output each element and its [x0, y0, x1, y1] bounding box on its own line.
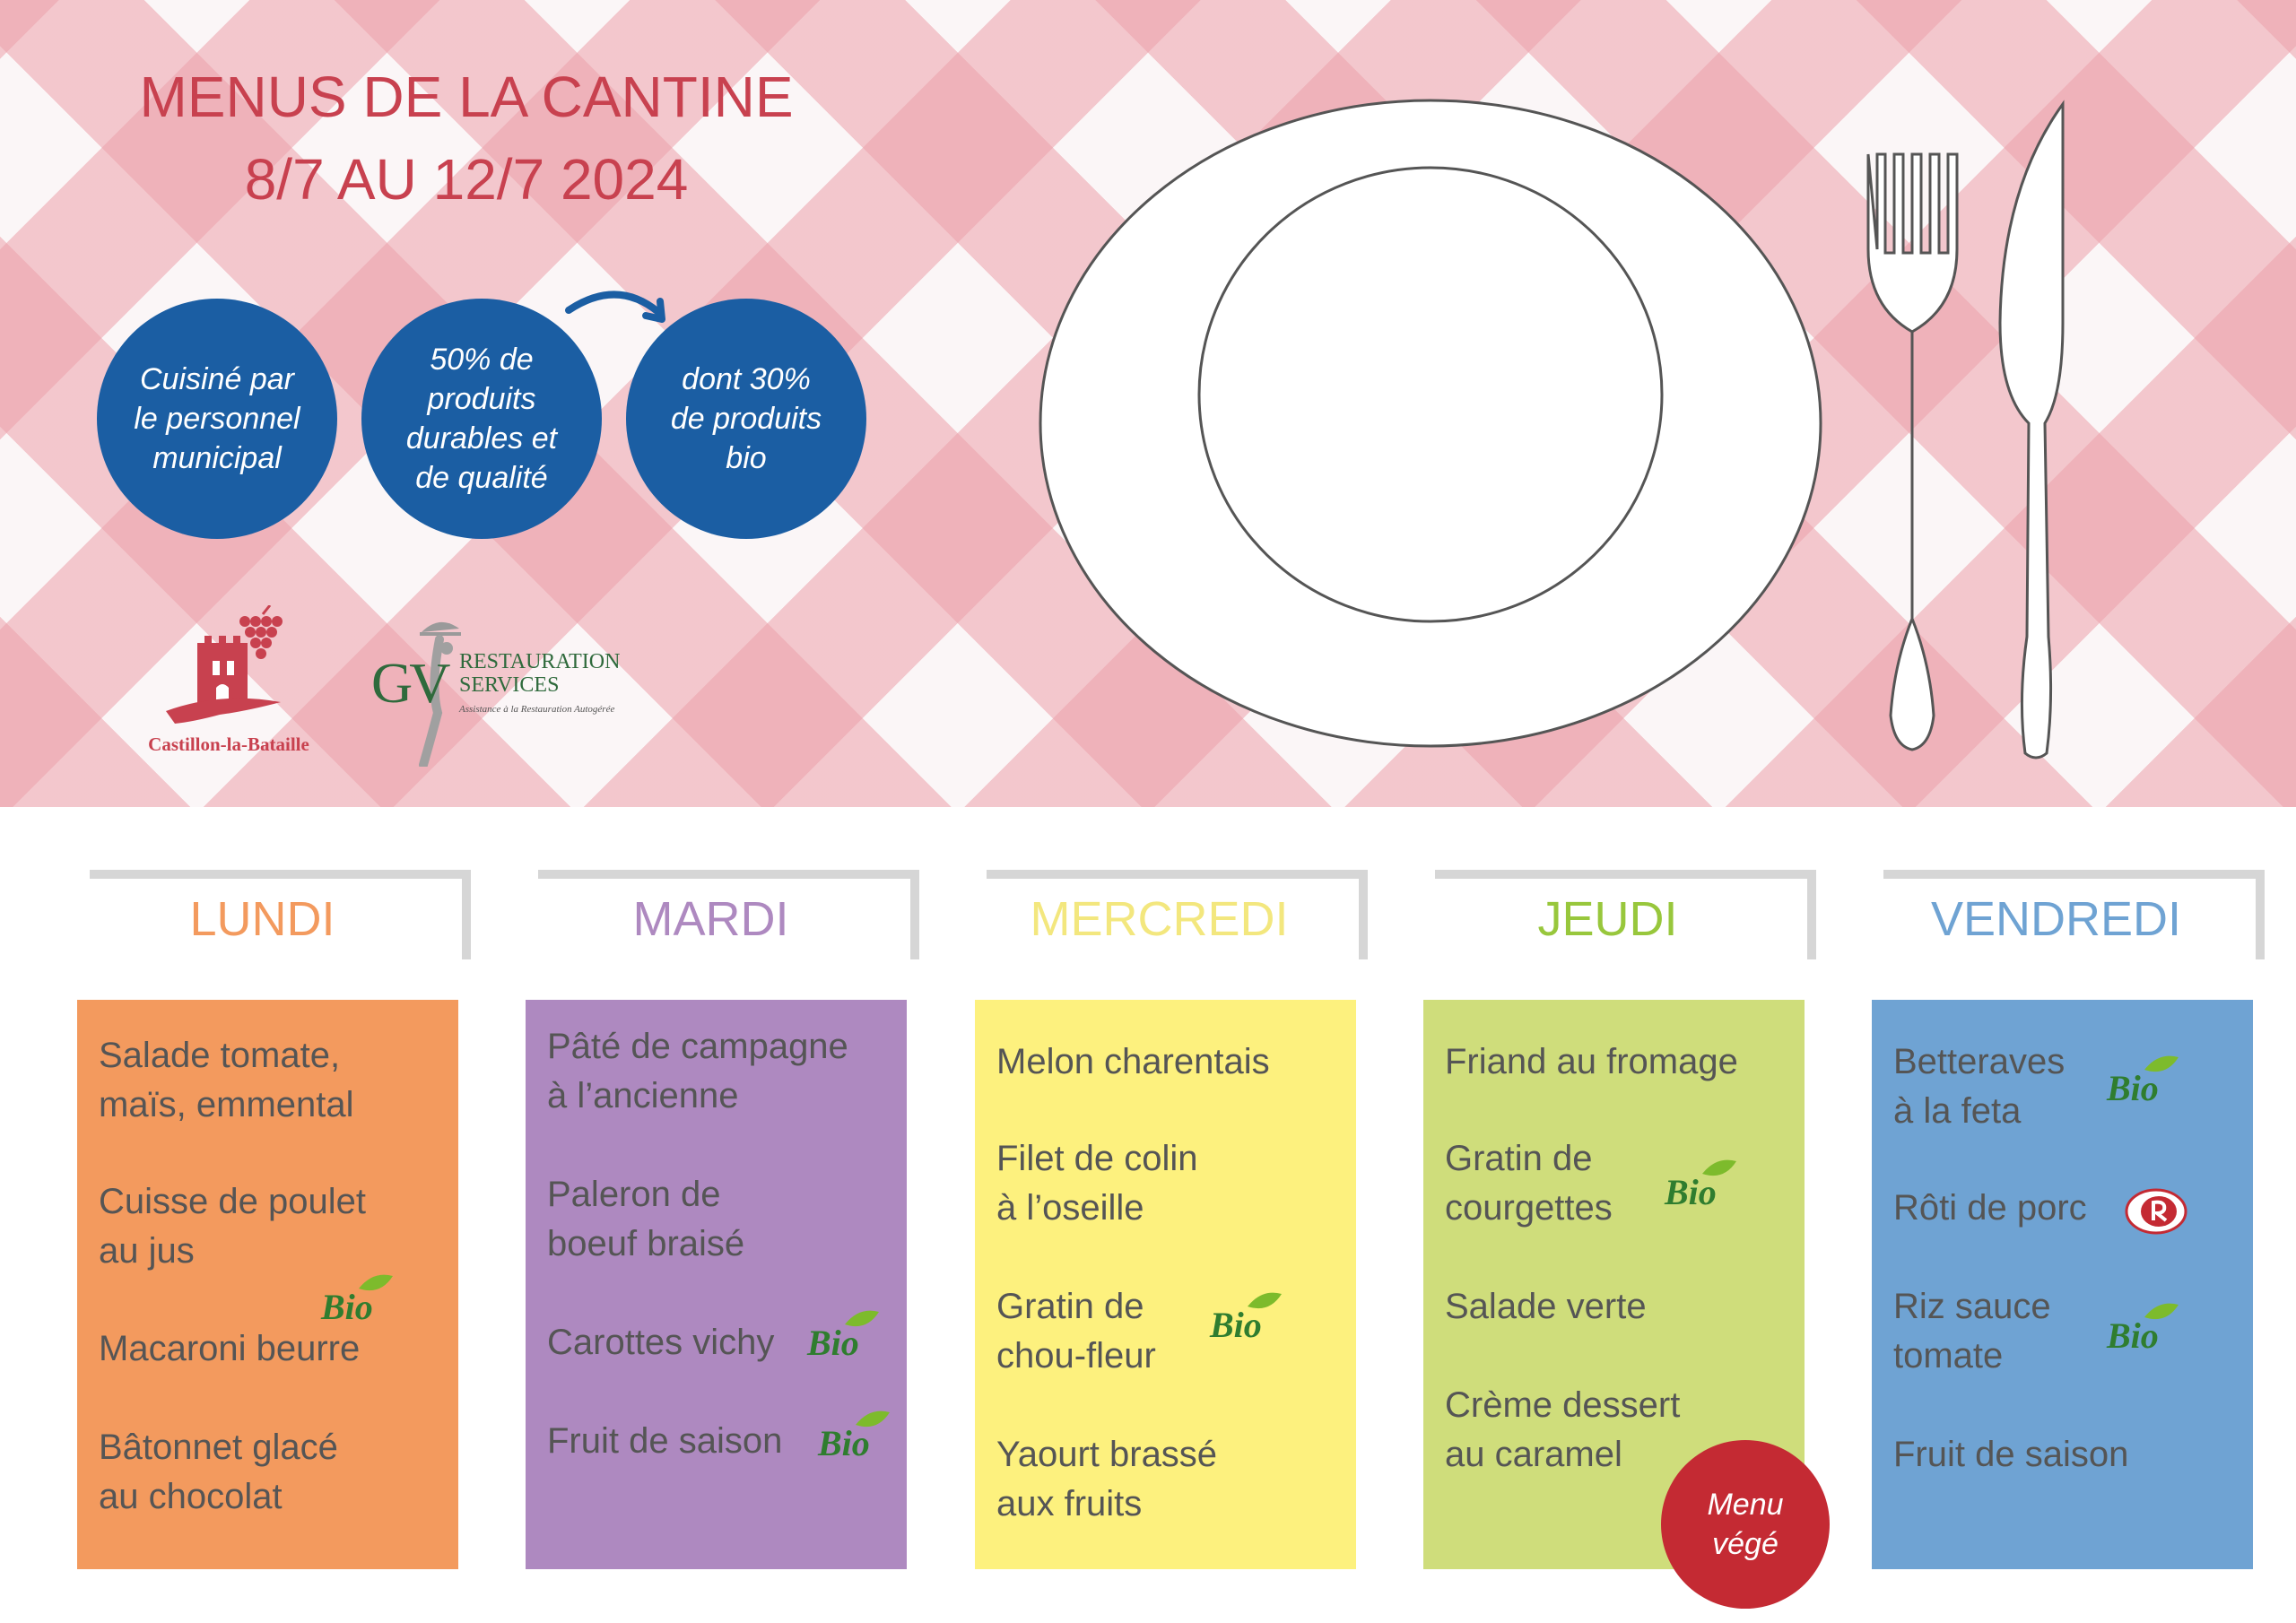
- dish-line: Gratin de: [1445, 1139, 1593, 1178]
- badge-text: durables et: [405, 421, 558, 456]
- curved-arrow-icon: [563, 285, 671, 339]
- dish-line: Friand au fromage: [1445, 1042, 1738, 1081]
- badge-text: de produits: [670, 402, 822, 436]
- badge-personnel-municipal: [97, 299, 337, 539]
- gv-letters: GV: [371, 651, 448, 715]
- label-rouge-icon: [2125, 1188, 2187, 1235]
- bio-label-icon: [1206, 1287, 1282, 1344]
- vege-badge-text: végé: [1712, 1527, 1779, 1561]
- dish-line: Bâtonnet glacé: [99, 1428, 338, 1467]
- menu-item: [547, 1417, 782, 1466]
- title-line-2: 8/7 AU 12/7 2024: [244, 147, 689, 212]
- menu-item: [1445, 1282, 1647, 1332]
- gv-restauration-logo: [368, 596, 655, 767]
- menu-item: [1445, 1134, 1613, 1233]
- menu-item: [1445, 1381, 1680, 1480]
- svg-text:Bio: Bio: [2107, 1315, 2159, 1355]
- dish-line: Melon charentais: [996, 1042, 1270, 1081]
- menu-item: [99, 1177, 366, 1276]
- day-header-lundi: LUNDI: [90, 870, 471, 959]
- bio-label-icon: [2103, 1298, 2179, 1355]
- svg-text:Bio: Bio: [2107, 1068, 2159, 1107]
- dish-line: Rôti de porc: [1893, 1188, 2087, 1228]
- dish-line: Yaourt brassé: [996, 1435, 1218, 1474]
- menu-item: [547, 1318, 774, 1367]
- dish-line: Pâté de campagne: [547, 1027, 848, 1066]
- tablecloth-header: [0, 0, 2296, 807]
- menu-item: [547, 1170, 744, 1269]
- dish-line: au caramel: [1445, 1435, 1622, 1474]
- day-header-vendredi: VENDREDI: [1883, 870, 2265, 959]
- dish-line: Fruit de saison: [547, 1421, 783, 1461]
- menu-column-lundi: [77, 1000, 458, 1569]
- page-title: [126, 56, 807, 221]
- dish-line: maïs, emmental: [99, 1085, 354, 1124]
- day-header-jeudi: JEUDI: [1435, 870, 1816, 959]
- badge-text: 50% de: [430, 343, 534, 377]
- svg-text:Bio: Bio: [818, 1423, 870, 1462]
- badge-text: produits: [427, 382, 536, 416]
- badge-text: bio: [726, 441, 767, 475]
- menu-item: [99, 1324, 360, 1374]
- menu-item: [996, 1037, 1270, 1087]
- dish-line: boeuf braisé: [547, 1224, 745, 1263]
- dish-line: Fruit de saison: [1893, 1435, 2129, 1474]
- dish-line: Riz sauce: [1893, 1287, 2051, 1326]
- dish-line: à l’ancienne: [547, 1076, 739, 1115]
- dish-line: Paleron de: [547, 1175, 721, 1214]
- dish-line: au jus: [99, 1231, 195, 1271]
- badge-text: le personnel: [134, 402, 300, 436]
- dish-line: aux fruits: [996, 1484, 1143, 1523]
- plate-and-cutlery-illustration: [1031, 54, 2179, 807]
- badge-text: de qualité: [415, 461, 548, 495]
- dish-line: chou-fleur: [996, 1336, 1156, 1376]
- badge-text: municipal: [152, 441, 282, 475]
- vege-badge-text: Menu: [1707, 1488, 1784, 1522]
- menu-column-vendredi: [1872, 1000, 2253, 1569]
- gv-name-line: SERVICES: [459, 673, 560, 697]
- fork-icon: [1868, 154, 1957, 750]
- dish-line: Crème dessert: [1445, 1385, 1681, 1425]
- menu-column-mercredi: [975, 1000, 1356, 1569]
- menu-item: [1445, 1037, 1738, 1087]
- bio-label-icon: [814, 1405, 890, 1462]
- menu-item: [99, 1423, 338, 1522]
- menu-item: [996, 1134, 1198, 1233]
- badge-text: dont 30%: [682, 362, 811, 396]
- menu-item: [1893, 1184, 2087, 1233]
- badge-produits-bio: [626, 299, 866, 539]
- dish-line: Salade verte: [1445, 1287, 1647, 1326]
- badge-text: Cuisiné par: [140, 362, 294, 396]
- menu-item: [1893, 1430, 2128, 1480]
- title-line-1: MENUS DE LA CANTINE: [139, 65, 794, 129]
- menu-item: [547, 1022, 848, 1121]
- dish-line: à l’oseille: [996, 1188, 1144, 1228]
- svg-text:Bio: Bio: [807, 1323, 859, 1362]
- svg-text:Bio: Bio: [1665, 1172, 1717, 1211]
- castle-icon: [112, 605, 345, 731]
- gv-name-line: RESTAURATION: [459, 650, 621, 673]
- dish-line: Macaroni beurre: [99, 1329, 361, 1368]
- day-header-mercredi: MERCREDI: [987, 870, 1368, 959]
- knife-icon: [2000, 104, 2063, 758]
- bio-label-icon: [2103, 1050, 2179, 1107]
- menu-item: [99, 1031, 354, 1130]
- dish-line: Carottes vichy: [547, 1323, 775, 1362]
- dish-line: Salade tomate,: [99, 1036, 341, 1075]
- dish-line: courgettes: [1445, 1188, 1613, 1228]
- menu-item: [1893, 1037, 2065, 1136]
- dish-line: Gratin de: [996, 1287, 1144, 1326]
- menu-vege-badge: [1661, 1440, 1830, 1609]
- castillon-logo: [112, 605, 345, 762]
- bio-label-icon: [317, 1269, 393, 1326]
- dish-line: à la feta: [1893, 1091, 2022, 1131]
- menu-column-mardi: [526, 1000, 907, 1569]
- gv-tagline: Assistance à la Restauration Autogérée: [459, 704, 615, 715]
- gv-name: [459, 650, 620, 697]
- dish-line: au chocolat: [99, 1477, 283, 1516]
- plate-inner-icon: [1199, 168, 1662, 621]
- menu-item: [996, 1282, 1156, 1381]
- bio-label-icon: [804, 1305, 879, 1362]
- menu-item: [996, 1430, 1217, 1529]
- svg-text:Bio: Bio: [1210, 1305, 1262, 1344]
- dish-line: Filet de colin: [996, 1139, 1198, 1178]
- castillon-name: Castillon-la-Bataille: [148, 733, 309, 755]
- menu-item: [1893, 1282, 2051, 1381]
- bio-label-icon: [1661, 1154, 1736, 1211]
- dish-line: tomate: [1893, 1336, 2004, 1376]
- dish-line: Betteraves: [1893, 1042, 2066, 1081]
- dish-line: Cuisse de poulet: [99, 1182, 366, 1221]
- day-header-mardi: MARDI: [538, 870, 919, 959]
- svg-text:Bio: Bio: [321, 1287, 373, 1326]
